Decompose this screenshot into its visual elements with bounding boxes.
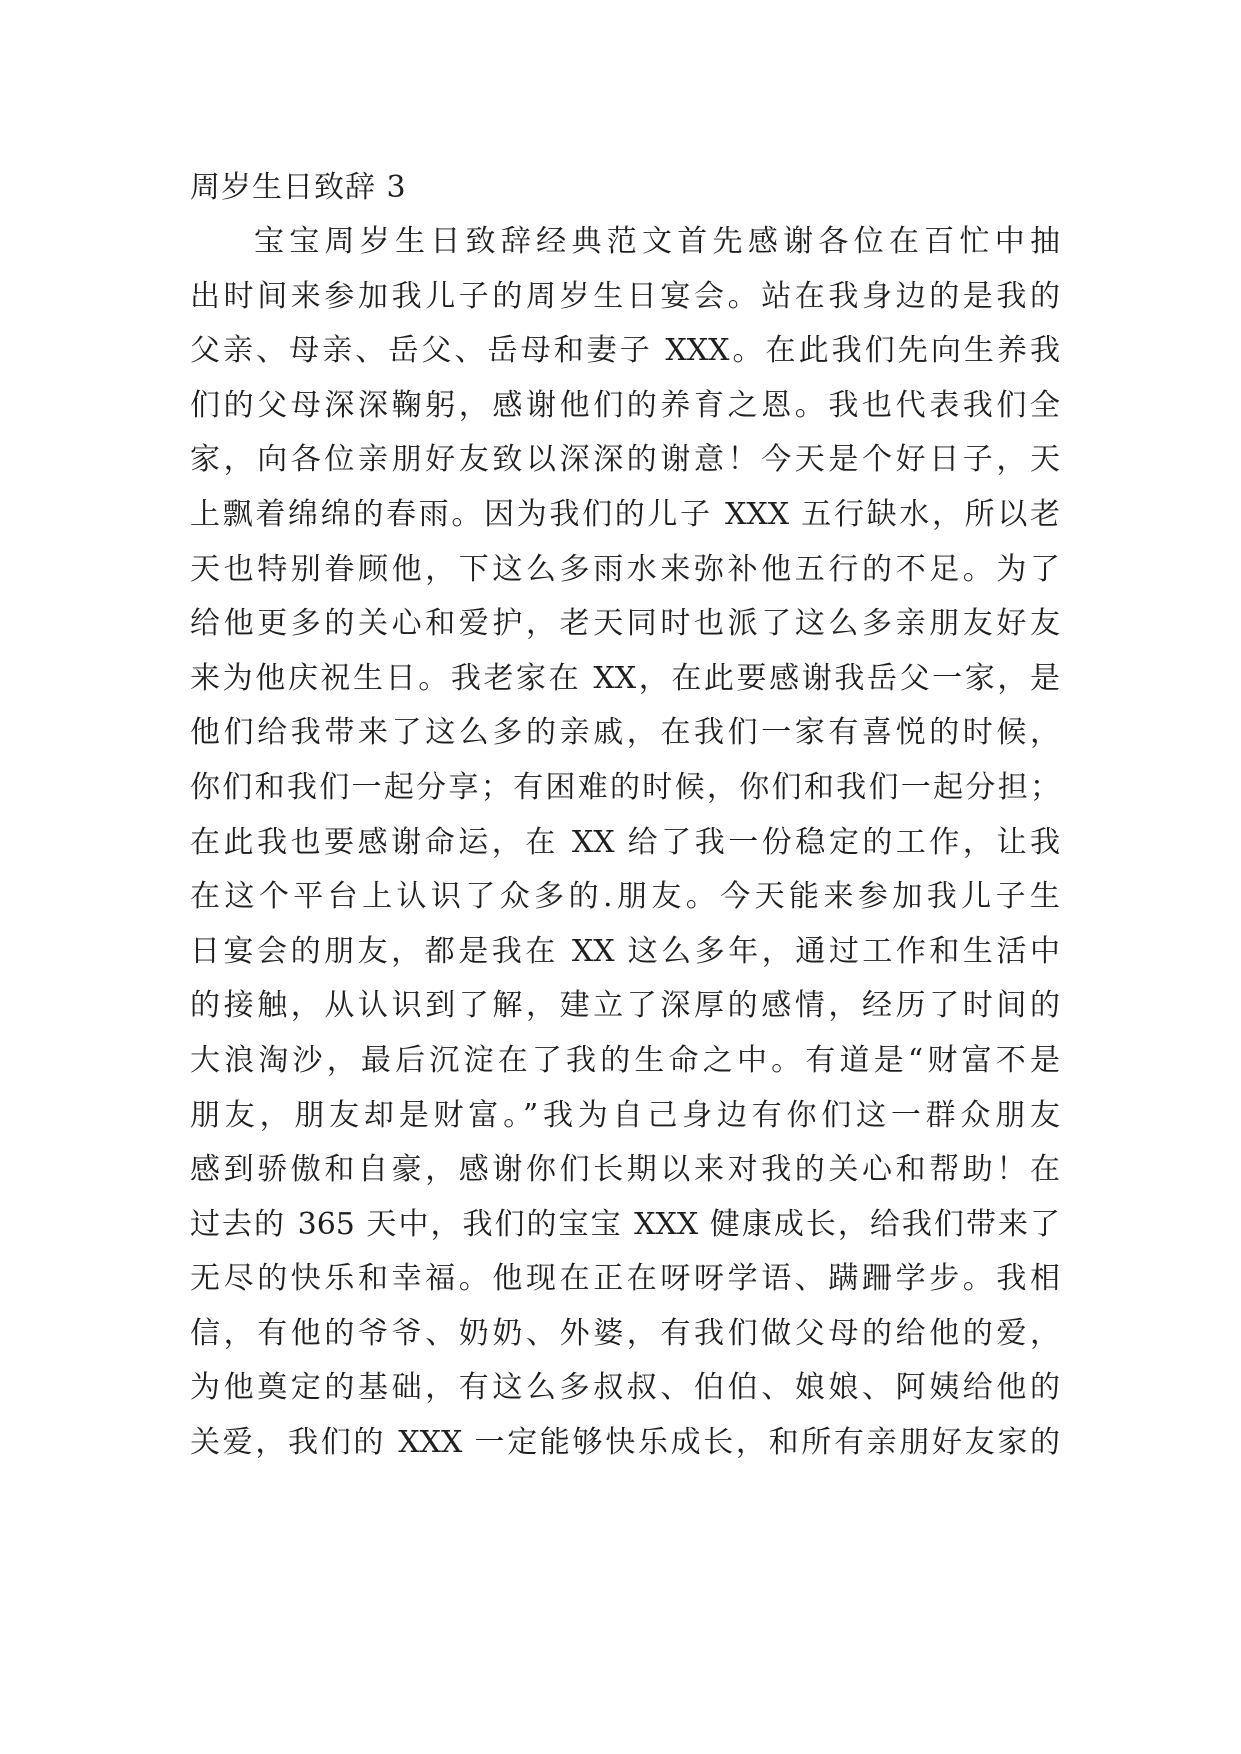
paragraph-line: 大浪淘沙，最后沉淀在了我的生命之中。有道是“财富不是 — [190, 1042, 1060, 1078]
paragraph-line: 你们和我们一起分享；有困难的时候，你们和我们一起分担； — [190, 769, 1060, 805]
paragraph-line: 过去的 365 天中，我们的宝宝 XXX 健康成长，给我们带来了 — [190, 1206, 1060, 1242]
paragraph-line: 无尽的快乐和幸福。他现在正在呀呀学语、蹒跚学步。我相 — [190, 1261, 1060, 1297]
paragraph-line: 父亲、母亲、岳父、岳母和妻子 XXX。在此我们先向生养我 — [190, 333, 1060, 369]
document-content — [190, 160, 1060, 1471]
paragraph-line: 日宴会的朋友，都是我在 XX 这么多年，通过工作和生活中 — [190, 933, 1060, 969]
paragraph-line: 在这个平台上认识了众多的.朋友。今天能来参加我儿子生 — [190, 879, 1060, 915]
paragraph-line: 感到骄傲和自豪，感谢你们长期以来对我的关心和帮助！在 — [190, 1152, 1060, 1188]
paragraph-line: 家，向各位亲朋好友致以深深的谢意！今天是个好日子，天 — [190, 442, 1060, 478]
paragraph-line: 关爱，我们的 XXX 一定能够快乐成长，和所有亲朋好友家的 — [190, 1425, 1060, 1461]
paragraph-line: 们的父母深深鞠躬，感谢他们的养育之恩。我也代表我们全 — [190, 387, 1060, 423]
paragraph-line: 信，有他的爷爷、奶奶、外婆，有我们做父母的给他的爱， — [190, 1315, 1060, 1351]
paragraph-line: 朋友，朋友却是财富。”我为自己身边有你们这一群众朋友 — [190, 1097, 1060, 1133]
paragraph-line: 他们给我带来了这么多的亲戚，在我们一家有喜悦的时候， — [190, 715, 1060, 751]
paragraph-line: 天也特别眷顾他，下这么多雨水来弥补他五行的不足。为了 — [190, 551, 1060, 587]
paragraph-line: 上飘着绵绵的春雨。因为我们的儿子 XXX 五行缺水，所以老 — [190, 496, 1060, 532]
paragraph-line: 在此我也要感谢命运，在 XX 给了我一份稳定的工作，让我 — [190, 824, 1060, 860]
paragraph-line: 出时间来参加我儿子的周岁生日宴会。站在我身边的是我的 — [190, 278, 1060, 314]
paragraph-line: 宝宝周岁生日致辞经典范文首先感谢各位在百忙中抽 — [254, 224, 1060, 259]
paragraph-line: 的接触，从认识到了解，建立了深厚的感情，经历了时间的 — [190, 988, 1060, 1024]
document-title: 周岁生日致辞 3 — [190, 170, 407, 205]
speech-paragraph — [190, 215, 1060, 1471]
paragraph-line: 来为他庆祝生日。我老家在 XX，在此要感谢我岳父一家，是 — [190, 660, 1060, 696]
paragraph-line: 为他奠定的基础，有这么多叔叔、伯伯、娘娘、阿姨给他的 — [190, 1370, 1060, 1406]
paragraph-line: 给他更多的关心和爱护，老天同时也派了这么多亲朋友好友 — [190, 606, 1060, 642]
